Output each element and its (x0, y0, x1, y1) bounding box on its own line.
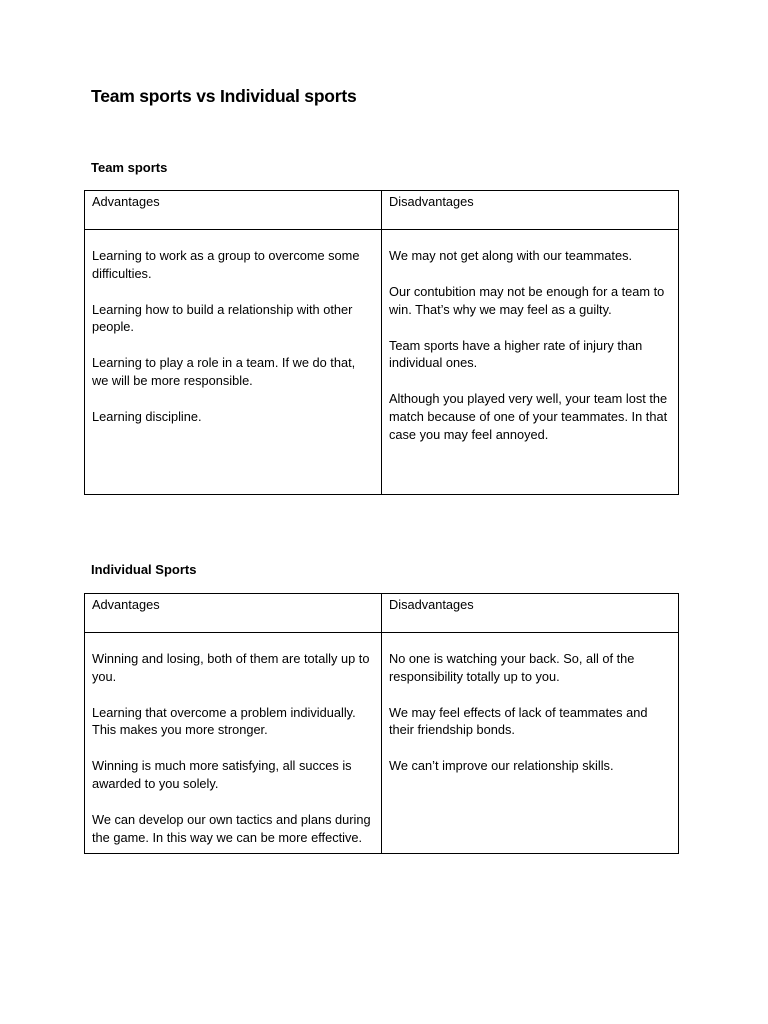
list-item: We may not get along with our teammates. (389, 248, 633, 263)
list-item: No one is watching your back. So, all of the responsibility totally up to you. (389, 651, 635, 684)
individual-sports-heading: Individual Sports (91, 562, 197, 577)
list-item: Winning is much more satisfying, all succes is awarded to you solely. (92, 758, 352, 791)
advantages-column-header: Advantages (85, 191, 382, 230)
table-row (85, 633, 679, 854)
table-header-row (85, 594, 679, 633)
disadvantages-cell (382, 230, 679, 495)
disadvantages-column-header: Disadvantages (382, 594, 679, 633)
team-sports-table (84, 190, 679, 495)
table-row (85, 230, 679, 495)
advantages-cell (85, 633, 382, 854)
list-item: Learning discipline. (92, 409, 202, 425)
list-item: Although you played very well, your team lost the match because of one of your teammates. In that case you may feel annoyed. (389, 391, 668, 442)
list-item: Learning how to build a relationship with other people. (92, 301, 353, 335)
list-item: Our contubition may not be enough for a team to win. That’s why we may feel as a guilty. (389, 284, 665, 317)
table-header-row (85, 191, 679, 230)
list-item: We may feel effects of lack of teammates and their friendship bonds. (389, 704, 648, 738)
advantages-column-header: Advantages (85, 594, 382, 633)
individual-sports-table (84, 593, 679, 854)
list-item: Learning to play a role in a team. If we do that, we will be more responsible. (92, 355, 356, 388)
list-item: Learning to work as a group to overcome some difficulties. (92, 248, 360, 281)
list-item: We can’t improve our relationship skills. (389, 758, 614, 774)
disadvantages-column-header: Disadvantages (382, 191, 679, 230)
disadvantages-cell (382, 633, 679, 854)
team-sports-heading: Team sports (91, 160, 168, 175)
list-item: Team sports have a higher rate of injury than individual ones. (389, 337, 643, 371)
list-item: We can develop our own tactics and plans during the game. In this way we can be more effective. (92, 812, 371, 845)
list-item: Winning and losing, both of them are totally up to you. (92, 651, 370, 684)
list-item: Learning that overcome a problem individually. This makes you more stronger. (92, 704, 356, 738)
page-title: Team sports vs Individual sports (91, 86, 357, 106)
advantages-cell (85, 230, 382, 495)
